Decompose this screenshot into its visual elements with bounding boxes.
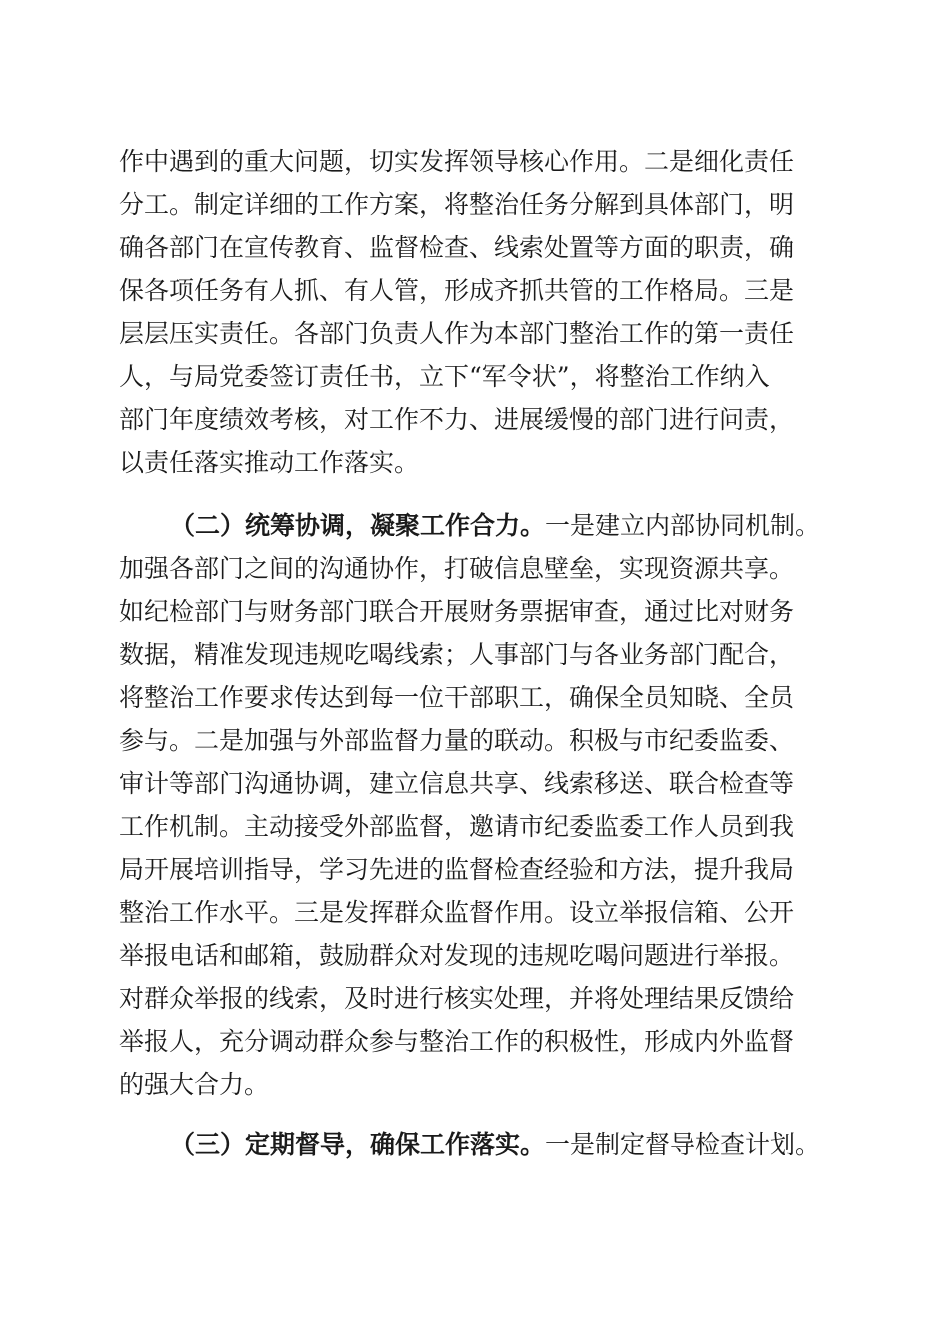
paragraph-line: 部门年度绩效考核，对工作不力、进展缓慢的部门进行问责， — [119, 405, 795, 434]
paragraph-line: 作中遇到的重大问题，切实发挥领导核心作用。二是细化责任 — [119, 147, 795, 176]
paragraph-line: 整治工作水平。三是发挥群众监督作用。设立举报信箱、公开 — [119, 898, 795, 927]
section-2-first-line — [170, 506, 850, 546]
paragraph-line: 工作机制。主动接受外部监督，邀请市纪委监委工作人员到我 — [119, 812, 795, 841]
paragraph-line: 层层压实责任。各部门负责人作为本部门整治工作的第一责任 — [119, 319, 795, 348]
paragraph-line: 以责任落实推动工作落实。 — [119, 448, 420, 477]
section-2-first-line-text: 一是建立内部协同机制。 — [545, 511, 821, 540]
paragraph-line: 数据，精准发现违规吃喝线索；人事部门与各业务部门配合， — [119, 640, 795, 669]
paragraph-line: 保各项任务有人抓、有人管，形成齐抓共管的工作格局。三是 — [119, 276, 795, 305]
paragraph-line: 参与。二是加强与外部监督力量的联动。积极与市纪委监委、 — [119, 726, 795, 755]
paragraph-line: 审计等部门沟通协调，建立信息共享、线索移送、联合检查等 — [119, 769, 795, 798]
paragraph-line: 加强各部门之间的沟通协作，打破信息壁垒，实现资源共享。 — [119, 554, 795, 583]
paragraph-line: 的强大合力。 — [119, 1070, 270, 1099]
paragraph-line: 局开展培训指导，学习先进的监督检查经验和方法，提升我局 — [119, 855, 795, 884]
section-2-heading: （二）统筹协调，凝聚工作合力。 — [170, 511, 546, 540]
section-3-first-line-text: 一是制定督导检查计划。 — [545, 1130, 821, 1159]
paragraph-line: 确各部门在宣传教育、监督检查、线索处置等方面的职责，确 — [119, 233, 795, 262]
section-3-heading: （三）定期督导，确保工作落实。 — [170, 1130, 546, 1159]
paragraph-line: 人，与局党委签订责任书，立下“军令状”，将整治工作纳入 — [119, 362, 770, 391]
paragraph-line: 举报人，充分调动群众参与整治工作的积极性，形成内外监督 — [119, 1027, 795, 1056]
paragraph-line: 分工。制定详细的工作方案，将整治任务分解到具体部门，明 — [119, 190, 795, 219]
paragraph-line: 将整治工作要求传达到每一位干部职工，确保全员知晓、全员 — [119, 683, 795, 712]
paragraph-line: 如纪检部门与财务部门联合开展财务票据审查，通过比对财务 — [119, 597, 795, 626]
paragraph-line: 对群众举报的线索，及时进行核实处理，并将处理结果反馈给 — [119, 984, 795, 1013]
paragraph-line: 举报电话和邮箱，鼓励群众对发现的违规吃喝问题进行举报。 — [119, 941, 795, 970]
section-3-first-line — [170, 1125, 850, 1165]
